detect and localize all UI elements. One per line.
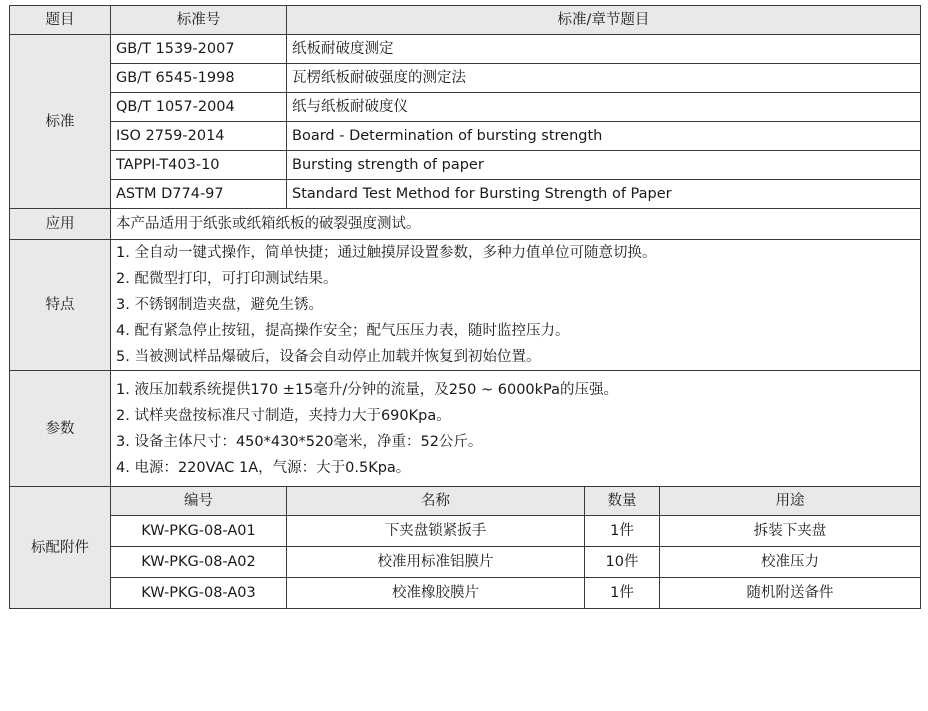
accessory-header-name: 名称	[287, 487, 585, 516]
parameter-item: 4. 电源：220VAC 1A，气源：大于0.5Kpa。	[116, 459, 411, 476]
features-list	[111, 240, 921, 371]
table-row	[10, 35, 921, 64]
accessory-qty: 1件	[585, 578, 660, 609]
standard-title: 纸与纸板耐破度仪	[287, 93, 921, 122]
accessory-number: KW-PKG-08-A01	[111, 516, 287, 547]
standard-code: GB/T 6545-1998	[111, 64, 287, 93]
category-features: 特点	[10, 240, 111, 371]
accessory-use: 拆装下夹盘	[660, 516, 921, 547]
feature-item: 3. 不锈钢制造夹盘，避免生锈。	[116, 297, 323, 313]
accessory-row	[10, 547, 921, 578]
accessory-header-number: 编号	[111, 487, 287, 516]
table-row	[10, 122, 921, 151]
header-standard-number: 标准号	[111, 6, 287, 35]
accessory-use: 随机附送备件	[660, 578, 921, 609]
standard-title: Bursting strength of paper	[287, 151, 921, 180]
parameter-item: 2. 试样夹盘按标准尺寸制造，夹持力大于690Kpa。	[116, 407, 451, 424]
table-row	[10, 64, 921, 93]
feature-item: 1. 全自动一键式操作，简单快捷；通过触摸屏设置参数，多种力值单位可随意切换。	[116, 245, 657, 261]
standard-code: TAPPI-T403-10	[111, 151, 287, 180]
table-row-features	[10, 240, 921, 371]
accessory-row	[10, 516, 921, 547]
accessory-qty: 1件	[585, 516, 660, 547]
application-text: 本产品适用于纸张或纸箱纸板的破裂强度测试。	[111, 209, 921, 240]
standard-title: 纸板耐破度测定	[287, 35, 921, 64]
category-accessories: 标配附件	[10, 487, 111, 609]
parameter-item: 1. 液压加载系统提供170 ±15毫升/分钟的流量，及250 ~ 6000kPa的压强。	[116, 381, 619, 398]
standard-code: ISO 2759-2014	[111, 122, 287, 151]
header-topic: 题目	[10, 6, 111, 35]
spec-table	[9, 5, 921, 609]
accessory-qty: 10件	[585, 547, 660, 578]
header-standard-title: 标准/章节题目	[287, 6, 921, 35]
table-row	[10, 151, 921, 180]
category-application: 应用	[10, 209, 111, 240]
standard-code: GB/T 1539-2007	[111, 35, 287, 64]
feature-item: 2. 配微型打印，可打印测试结果。	[116, 271, 338, 287]
standard-code: QB/T 1057-2004	[111, 93, 287, 122]
category-standards: 标准	[10, 35, 111, 209]
accessory-name: 校准橡胶膜片	[287, 578, 585, 609]
accessory-header-qty: 数量	[585, 487, 660, 516]
table-header-row	[10, 6, 921, 35]
standard-code: ASTM D774-97	[111, 180, 287, 209]
table-row	[10, 180, 921, 209]
accessory-use: 校准压力	[660, 547, 921, 578]
accessories-header-row	[10, 487, 921, 516]
feature-item: 5. 当被测试样品爆破后，设备会自动停止加载并恢复到初始位置。	[116, 349, 541, 365]
table-row-parameters	[10, 371, 921, 487]
parameters-list	[111, 371, 921, 487]
category-parameters: 参数	[10, 371, 111, 487]
table-row	[10, 93, 921, 122]
parameter-item: 3. 设备主体尺寸：450*430*520毫米，净重：52公斤。	[116, 433, 483, 450]
table-row-application	[10, 209, 921, 240]
accessory-row	[10, 578, 921, 609]
feature-item: 4. 配有紧急停止按钮，提高操作安全；配气压压力表，随时监控压力。	[116, 323, 570, 339]
standard-title: 瓦楞纸板耐破强度的测定法	[287, 64, 921, 93]
accessory-name: 校准用标准铝膜片	[287, 547, 585, 578]
accessory-name: 下夹盘锁紧扳手	[287, 516, 585, 547]
standard-title: Board - Determination of bursting strength	[287, 122, 921, 151]
standard-title: Standard Test Method for Bursting Strength of Paper	[287, 180, 921, 209]
accessory-number: KW-PKG-08-A02	[111, 547, 287, 578]
accessory-header-use: 用途	[660, 487, 921, 516]
accessory-number: KW-PKG-08-A03	[111, 578, 287, 609]
